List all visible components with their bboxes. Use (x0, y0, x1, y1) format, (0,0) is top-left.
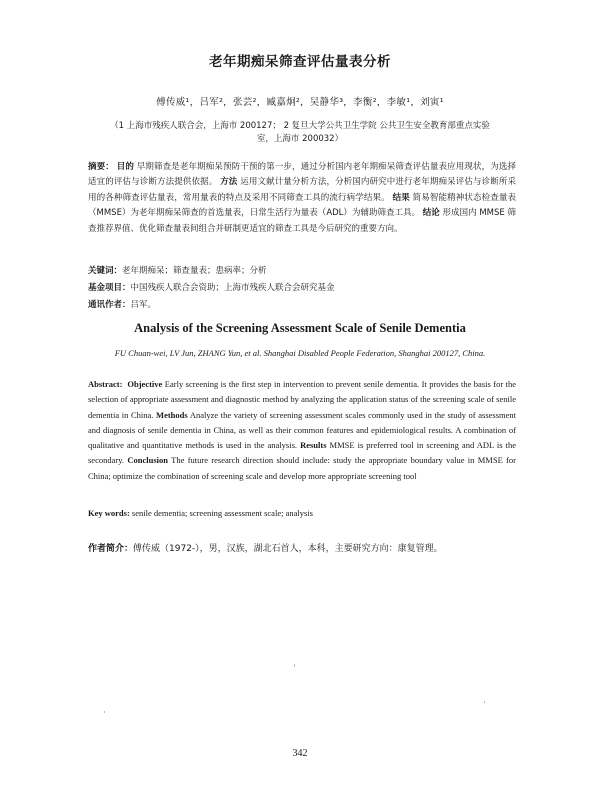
chinese-affiliation: （1 上海市残疾人联合会，上海市 200127； 2 复旦大学公共卫生学院 公共卫生安全教育部重点实验室，上海市 200032） (110, 121, 490, 144)
conclusion-text-en: The future research direction should include: study the appropriate boundary value in MMSE for China; optimize the combination of screening scale and develop more appropriate screening tool (88, 455, 516, 481)
results-label-cn: 结果 (392, 192, 410, 203)
scan-speck (104, 711, 105, 713)
scan-speck (484, 701, 485, 703)
keywords-label-en: Key words: (88, 508, 130, 518)
objective-label-cn: 目的 (116, 162, 134, 172)
bio-text: 傅传威（1972-），男，汉族，湖北石首人，本科，主要研究方向：康复管理。 (133, 544, 443, 554)
author-bio (88, 541, 516, 554)
methods-text-en: Analyze the variety of screening assessment scales commonly used in the study of assessment and diagnosis of senile dementia in China, as well as their common features and epidemiological results. A combination of qualitative and quantitative methods is used in the analysis. (88, 409, 517, 451)
english-authors: FU Chuan-wei, LV Jun, ZHANG Yun, et al. Shanghai Disabled People Federation, Shanghai 200127, China. (114, 348, 486, 358)
objective-text-en: Early screening is the first step in intervention to prevent senile dementia. It provides the basis for the selection of appropriate assessment and diagnostic method by analyzing the application status of the screening scale of senile dementia in China. (88, 379, 517, 420)
objective-label-en: Objective (127, 379, 163, 389)
corr-label: 通讯作者： (88, 300, 131, 310)
keywords-text-cn: 老年期痴呆；筛查量表；患病率；分析 (122, 266, 267, 276)
keywords-label-cn: 关键词： (88, 266, 123, 276)
chinese-authors: 傅传威¹，吕军²，张芸²，臧嘉炯²，吴静华³，李衡²，李敏¹，刘寅¹ (156, 97, 444, 108)
fund-project (88, 281, 516, 293)
conclusion-text-cn: 形成国内 MMSE 筛查推荐界值、优化筛查量表间组合并研制更适宜的筛查工具是今后研究的重要方向。 (88, 208, 516, 234)
corresponding-author (88, 298, 516, 310)
objective-text-cn: 早期筛查是老年期痴呆预防干预的第一步，通过分析国内老年期痴呆筛查评估量表应用现状，为选择适宜的评估与诊断方法提供依据。 (88, 162, 516, 188)
english-abstract (88, 377, 516, 484)
corr-text: 吕军。 (130, 300, 157, 310)
bio-label: 作者简介： (88, 544, 134, 554)
abstract-label-cn: 摘要： (88, 162, 114, 172)
scan-speck (294, 664, 295, 667)
chinese-title: 老年期痴呆筛查评估量表分析 (209, 54, 391, 70)
keywords-text-en: senile dementia; screening assessment scale; analysis (131, 508, 313, 518)
results-label-en: Results (300, 440, 327, 451)
conclusion-label-cn: 结论 (422, 208, 440, 219)
page-number: 342 (292, 748, 308, 759)
chinese-abstract (88, 160, 516, 237)
methods-label-en: Methods (156, 409, 188, 420)
fund-label: 基金项目： (88, 283, 131, 293)
chinese-keywords (88, 264, 516, 276)
fund-text: 中国残疾人联合会资助；上海市残疾人联合会研究基金 (130, 283, 335, 293)
results-text-en: MMSE is preferred tool in screening and ADL is the secondary. (88, 440, 517, 466)
methods-label-cn: 方法 (220, 177, 238, 188)
results-text-cn: 简易智能精神状态检查量表（MMSE）为老年期痴呆筛查的首选量表，日常生活行为量表（ADL）为辅助筛查工具。 (88, 192, 516, 219)
methods-text-cn: 运用文献计量分析方法，分析国内研究中进行老年期痴呆评估与诊断所采用的各种筛查评估量表，常用量表的特点及采用不同筛查工具的流行病学结果。 (88, 177, 516, 203)
english-keywords (88, 508, 516, 518)
conclusion-label-en: Conclusion (127, 455, 168, 466)
abstract-label-en: Abstract: (88, 379, 123, 389)
english-title: Analysis of the Screening Assessment Scale of Senile Dementia (134, 321, 466, 335)
